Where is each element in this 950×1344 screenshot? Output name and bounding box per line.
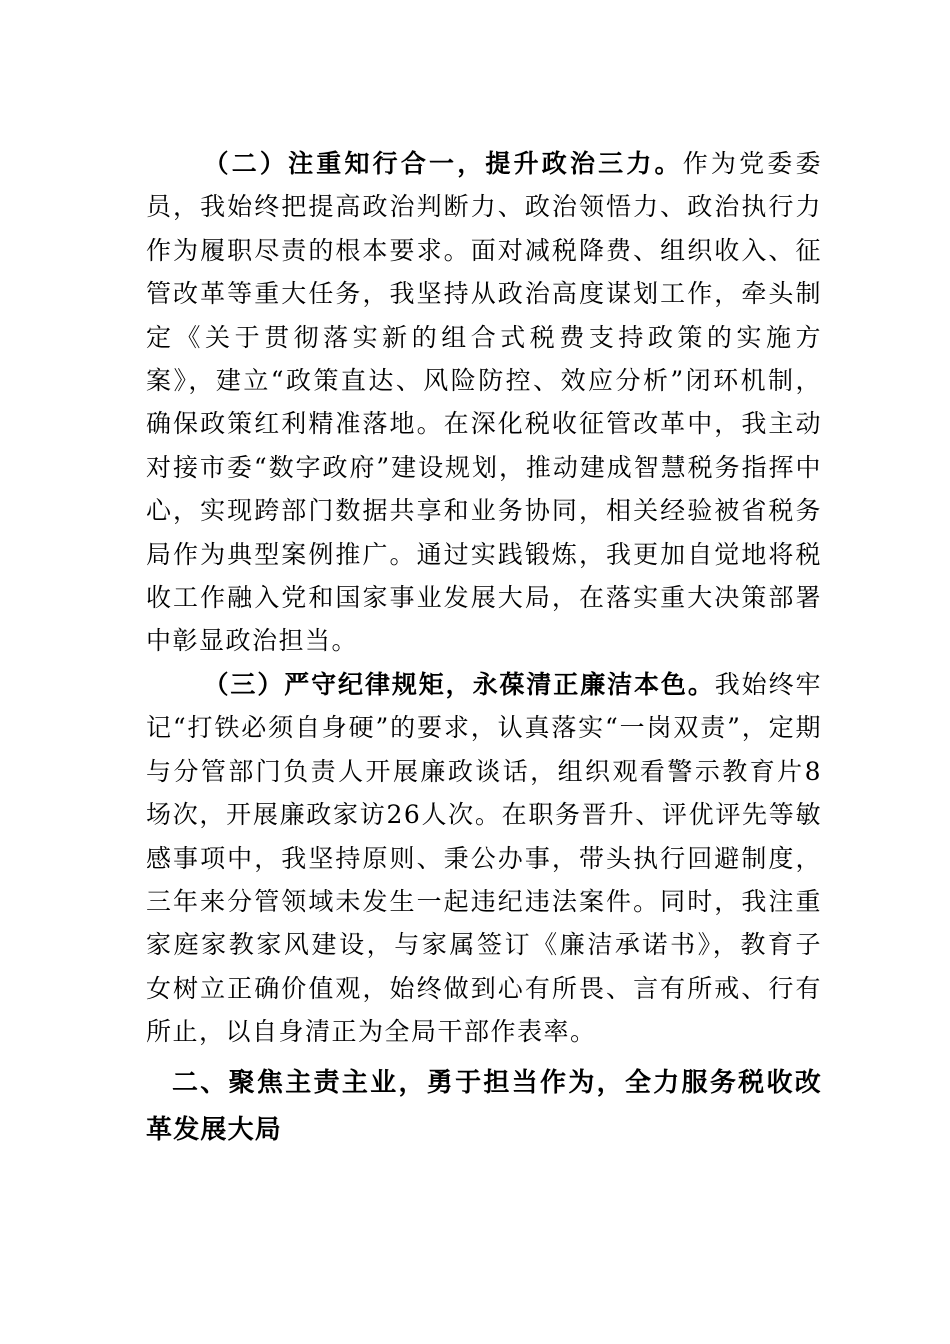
- paragraph-body-text: 作为党委委员，我始终把提高政治判断力、政治领悟力、政治执行力作为履职尽责的根本要求。面对减税降费、组织收入、征管改革等重大任务，我坚持从政治高度谋划工作，牵头制定《关于贯彻落实新的组合式税费支持政策的实施方案》，建立“政策直达、风险防控、效应分析”闭环机制，确保政策红利精准落地。在深化税收征管改革中，我主动对接市委“数字政府”建设规划，推动建成智慧税务指挥中心，实现跨部门数据共享和业务协同，相关经验被省税务局作为典型案例推广。通过实践锻炼，我更加自觉地将税收工作融入党和国家事业发展大局，在落实重大决策部署中彰显政治担当。: [146, 149, 822, 656]
- paragraph-political-capability: [146, 142, 822, 663]
- document-body: [146, 142, 822, 1154]
- paragraph-body-text: 我始终牢记“打铁必须自身硬”的要求，认真落实“一岗双责”，定期与分管部门负责人开展廉政谈话，组织观看警示教育片8场次，开展廉政家访26人次。在职务晋升、评优评先等敏感事项中，我坚持原则、秉公办事，带头执行回避制度，三年来分管领域未发生一起违纪违法案件。同时，我注重家庭家教家风建设，与家属签订《廉洁承诺书》，教育子女树立正确价值观，始终做到心有所畏、言有所戒、行有所止，以自身清正为全局干部作表率。: [146, 669, 822, 1047]
- paragraph-lead-heading: （三）严守纪律规矩，永葆清正廉洁本色。: [203, 669, 715, 699]
- section-heading: 二、聚焦主责主业，勇于担当作为，全力服务税收改革发展大局: [146, 1067, 822, 1145]
- paragraph-lead-heading: （二）注重知行合一，提升政治三力。: [203, 149, 683, 178]
- paragraph-discipline: [146, 663, 822, 1054]
